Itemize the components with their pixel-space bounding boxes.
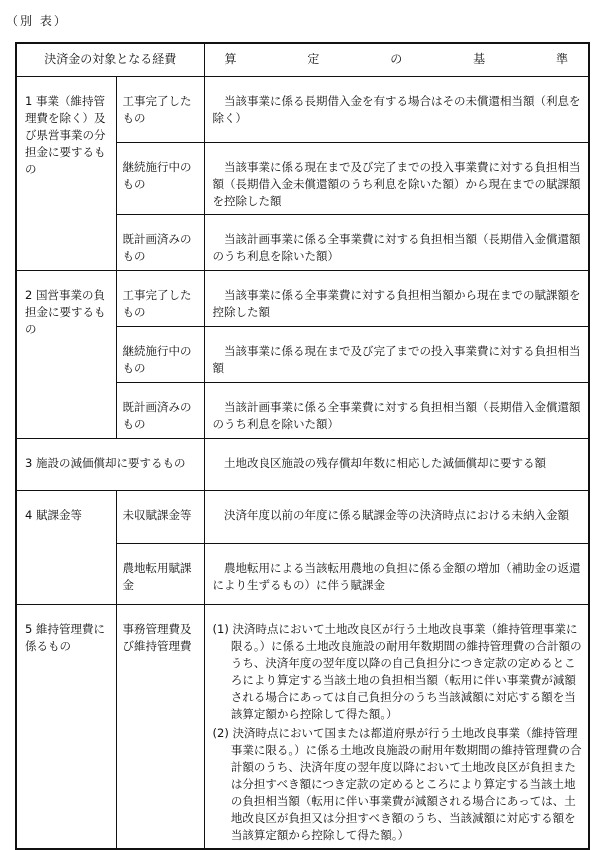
header-basis xyxy=(204,43,589,76)
basis-text: 当該事業に係る長期借入金を有する場合はその未償還相当額（利息を除く） xyxy=(204,76,589,142)
basis-item: (2) 決済時点において国または都道府県が行う土地改良事業（維持管理事業に限る。）に係る土地改良施設の耐用年数期間の維持管理費の合計額のうち、決済年度の翌年度以降において土地改良区が負担または分担すべき額につき定款の定めるところにより算定する当該土地の負担相当額（転用に伴い事業費が減額される場合にあっては、土地改良区が負担又は分担すべき額のうち、当該減額に対応する額を当該算定額から控除して得た額。） xyxy=(212,725,582,842)
header-basis-char: 基 xyxy=(473,52,486,67)
basis-text: 土地改良区施設の残存償却年数に相応した減価償却に要する額 xyxy=(204,438,589,490)
sub-label: 農地転用賦課金 xyxy=(116,543,204,604)
sub-label: 工事完了したもの xyxy=(116,270,204,326)
sub-label: 既計画済みのもの xyxy=(116,382,204,438)
sub-label: 継続施行中のもの xyxy=(116,142,204,214)
basis-text: 当該事業に係る現在まで及び完了までの投入事業費に対する負担相当額（長期借入金未償還額のうち利息を除いた額）から現在までの賦課額を控除した額 xyxy=(204,142,589,214)
category-1: 1 事業（維持管理費を除く）及び県営事業の分担金に要するもの xyxy=(16,76,116,270)
basis-text: 当該計画事業に係る全事業費に対する負担相当額（長期借入金償還額のうち利息を除いた額） xyxy=(204,382,589,438)
basis-text: 当該事業に係る全事業費に対する負担相当額から現在までの賦課額を控除した額 xyxy=(204,270,589,326)
basis-text: 農地転用による当該転用農地の負担に係る金額の増加（補助金の返還により生ずるもの）に伴う賦課金 xyxy=(204,543,589,604)
table-caption: （別 表） xyxy=(6,14,68,28)
sub-label: 事務管理費及び維持管理費 xyxy=(116,604,204,849)
sub-label: 継続施行中のもの xyxy=(116,326,204,382)
sub-label: 未収賦課金等 xyxy=(116,490,204,543)
settlement-table xyxy=(15,42,588,842)
header-basis-char: 算 xyxy=(224,52,237,67)
basis-text: 決済年度以前の年度に係る賦課金等の決済時点における未納入金額 xyxy=(204,490,589,543)
sub-label: 既計画済みのもの xyxy=(116,214,204,270)
header-basis-char: 準 xyxy=(555,52,568,67)
category-2: 2 国営事業の負担金に要するもの xyxy=(16,270,116,438)
basis-item: (1) 決済時点において土地改良区が行う土地改良事業（維持管理事業に限る。）に係る土地改良施設の耐用年数期間の維持管理費の合計額のうち、決済年度の翌年度以降の自己負担分につき定款の定めるところにより算定する当該土地の負担相当額（転用に伴い事業費が減額される場合にあっては自己負担分のうち当該減額に対応する額を当該算定額から控除して得た額。） xyxy=(212,621,582,721)
basis-text: 当該事業に係る現在まで及び完了までの投入事業費に対する負担相当額 xyxy=(204,326,589,382)
sub-label: 工事完了したもの xyxy=(116,76,204,142)
basis-text xyxy=(204,604,589,849)
basis-text: 当該計画事業に係る全事業費に対する負担相当額（長期借入金償還額のうち利息を除いた額） xyxy=(204,214,589,270)
header-basis-char: 定 xyxy=(307,52,320,67)
category-5: 5 維持管理費に係るもの xyxy=(16,604,116,849)
category-3: 3 施設の減価償却に要するもの xyxy=(16,438,204,490)
header-basis-char: の xyxy=(390,52,403,67)
category-4: 4 賦課金等 xyxy=(16,490,116,604)
header-expense: 決済金の対象となる経費 xyxy=(16,43,204,76)
